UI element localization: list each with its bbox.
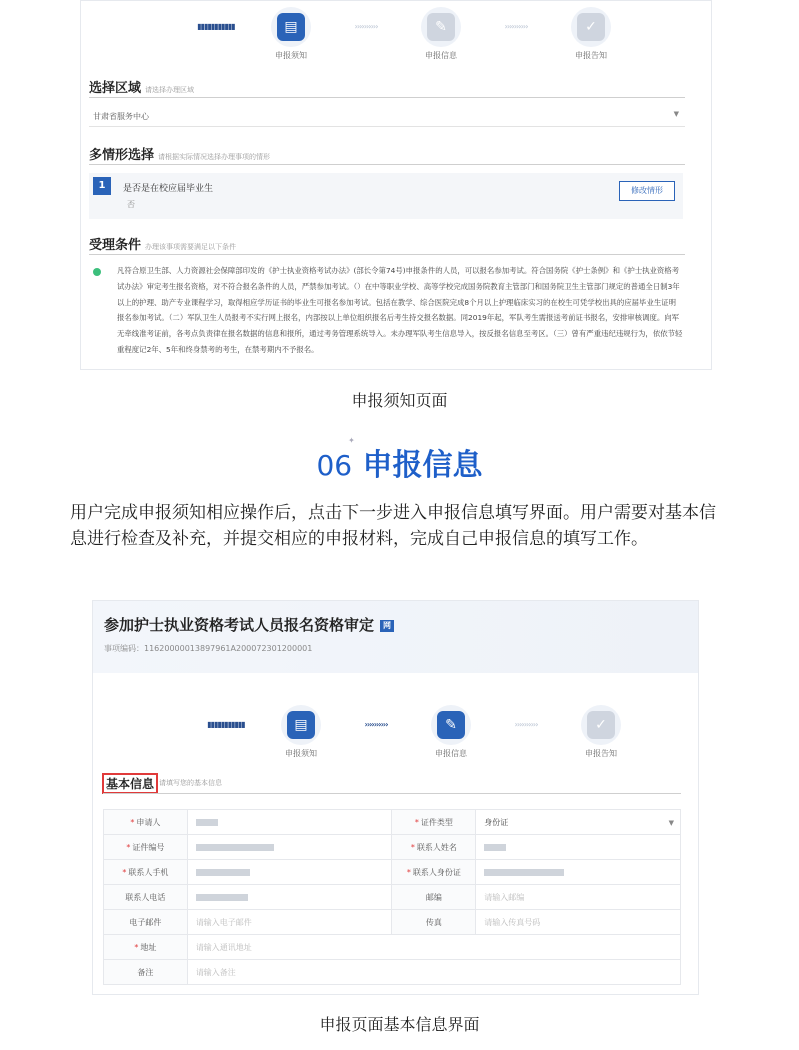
field-label: * 联系人身份证 xyxy=(392,860,476,885)
field-label: * 证件类型 xyxy=(392,810,476,835)
edit-document-icon: ✎ xyxy=(437,711,465,739)
field-input[interactable]: 请输入邮编 xyxy=(476,885,681,910)
modify-option-button[interactable]: 修改情形 xyxy=(619,181,675,201)
step-label: 申报信息 xyxy=(425,51,457,60)
field-input[interactable] xyxy=(187,885,392,910)
page-title: 参加护士执业资格考试人员报名资格审定 网 xyxy=(104,614,394,635)
field-label: * 证件编号 xyxy=(104,835,188,860)
step-connector: ›››››››››› xyxy=(364,720,388,729)
redacted-value xyxy=(484,869,564,876)
section-number: 06 xyxy=(316,449,353,482)
form-row xyxy=(104,910,681,935)
step-connector: ›››››››››› xyxy=(504,22,528,31)
step-connector: ›››››››››› xyxy=(354,22,378,31)
redacted-value xyxy=(196,844,274,851)
step-inform xyxy=(551,7,631,61)
online-badge: 网 xyxy=(380,620,394,632)
figure-caption: 申报页面基本信息界面 xyxy=(319,1015,480,1034)
form-row xyxy=(104,860,681,885)
multi-option-row xyxy=(89,173,683,219)
form-row xyxy=(104,960,681,985)
field-input[interactable]: 请输入备注 xyxy=(187,960,680,985)
field-input[interactable] xyxy=(476,860,681,885)
step-progress xyxy=(191,705,641,759)
field-label: 电子邮件 xyxy=(104,910,188,935)
step-info xyxy=(411,705,491,759)
basic-info-form xyxy=(103,809,681,985)
chevron-down-icon: ▼ xyxy=(668,819,674,827)
sparkle-icon: ✦ xyxy=(348,436,355,445)
conditions-text: 凡符合原卫生部、人力资源社会保障部印发的《护士执业资格考试办法》(部长令第74号)申报条件的人员，可以报名参加考试。符合国务院《护士条例》和《护士执业资格考试办法》审定考生报名资格，对不符合报名条件的人员，严禁参加考试。（）在中等职业学校、高等学校完成国务院教育主管部门和国务院卫生主管部门规定的普通全日制3年以上的护理、助产专业课程学习，取得相应学历证书的毕业生可报名参加考试。包括在教学、综合医院完成8个月以上护理临床实习的在校生可凭学校出具的应届毕业生证明报名参加考试。（二）军队卫生人员报考不实行网上报名，内部按以上单位组织报名后考生持交报名数据。同2019年起，军队考生需报送考前证书报名，安排审核调度。向军无牵线准考证前，各考点负责律在报名数据的信息和报所，通过考务管理系统导入。未办理军队考生信息导入，按反报名信息至考区。（三）曾有严重违纪违规行为，依依节轻重程度记2年、5年和终身禁考的考生，在禁考期内不予报名。 xyxy=(117,266,683,354)
redacted-value xyxy=(196,819,218,826)
field-input[interactable] xyxy=(187,810,392,835)
section-title: 申报信息 xyxy=(362,448,483,483)
step-label: 申报须知 xyxy=(275,51,307,60)
item-code: 事项编码：11620000013897961A200072301200001 xyxy=(104,644,313,653)
field-label: 联系人电话 xyxy=(104,885,188,910)
check-clipboard-icon: ✓ xyxy=(587,711,615,739)
step-progress xyxy=(181,7,631,61)
status-dot-icon xyxy=(93,268,101,276)
step-connector: ›››››››››› xyxy=(514,720,538,729)
field-label: * 联系人手机 xyxy=(104,860,188,885)
section-heading xyxy=(0,436,799,484)
option-answer: 否 xyxy=(127,200,135,209)
document-icon: ▤ xyxy=(277,13,305,41)
step-connector: ▮▮▮▮▮▮▮▮▮▮▮ xyxy=(197,22,235,31)
region-section-title: 选择区域 请选择办理区域 xyxy=(89,81,195,96)
form-row xyxy=(104,835,681,860)
check-clipboard-icon: ✓ xyxy=(577,13,605,41)
step-notice xyxy=(251,7,331,61)
description-paragraph: 用户完成申报须知相应操作后，点击下一步进入申报信息填写界面。用户需要对基本信息进行检查及补充，并提交相应的申报材料，完成自己申报信息的填写工作。 xyxy=(70,503,716,549)
header-band xyxy=(93,601,698,673)
multi-section-title: 多情形选择 请根据实际情况选择办理事项的情形 xyxy=(89,148,271,163)
notice-page-screenshot xyxy=(80,0,712,370)
option-number-badge: 1 xyxy=(93,177,111,195)
basic-info-hint: 请填写您的基本信息 xyxy=(159,779,222,787)
field-input[interactable]: 请输入电子邮件 xyxy=(187,910,392,935)
divider xyxy=(89,164,685,165)
step-label: 申报告知 xyxy=(575,51,607,60)
step-label: 申报信息 xyxy=(435,749,467,758)
field-input[interactable] xyxy=(187,835,392,860)
form-row xyxy=(104,935,681,960)
region-select[interactable]: 甘肃省服务中心 ▼ xyxy=(89,105,685,127)
field-input[interactable]: 请输入通讯地址 xyxy=(187,935,680,960)
edit-document-icon: ✎ xyxy=(427,13,455,41)
step-label: 申报须知 xyxy=(285,749,317,758)
field-label: 邮编 xyxy=(392,885,476,910)
conditions-section-title: 受理条件 办理该事项需要满足以下条件 xyxy=(89,238,237,253)
divider xyxy=(89,97,685,98)
document-icon: ▤ xyxy=(287,711,315,739)
step-info xyxy=(401,7,481,61)
divider xyxy=(103,793,681,794)
step-label: 申报告知 xyxy=(585,749,617,758)
field-label: 备注 xyxy=(104,960,188,985)
chevron-down-icon: ▼ xyxy=(673,110,679,118)
field-input[interactable] xyxy=(187,860,392,885)
redacted-value xyxy=(196,869,250,876)
option-question: 是否是在校应届毕业生 xyxy=(123,184,214,194)
redacted-value xyxy=(196,894,248,901)
field-input[interactable]: 请输入传真号码 xyxy=(476,910,681,935)
field-label: 传真 xyxy=(392,910,476,935)
field-label: * 联系人姓名 xyxy=(392,835,476,860)
form-row xyxy=(104,885,681,910)
step-notice xyxy=(261,705,341,759)
redacted-value xyxy=(484,844,506,851)
basic-info-title: 基本信息 xyxy=(102,773,158,794)
field-label: * 地址 xyxy=(104,935,188,960)
step-inform xyxy=(561,705,641,759)
info-page-screenshot xyxy=(92,600,699,995)
divider xyxy=(89,254,685,255)
figure-caption: 申报须知页面 xyxy=(351,391,448,410)
field-input[interactable]: 身份证 ▼ xyxy=(476,810,681,835)
step-connector: ▮▮▮▮▮▮▮▮▮▮▮ xyxy=(207,720,245,729)
form-row xyxy=(104,810,681,835)
field-label: * 申请人 xyxy=(104,810,188,835)
field-input[interactable] xyxy=(476,835,681,860)
